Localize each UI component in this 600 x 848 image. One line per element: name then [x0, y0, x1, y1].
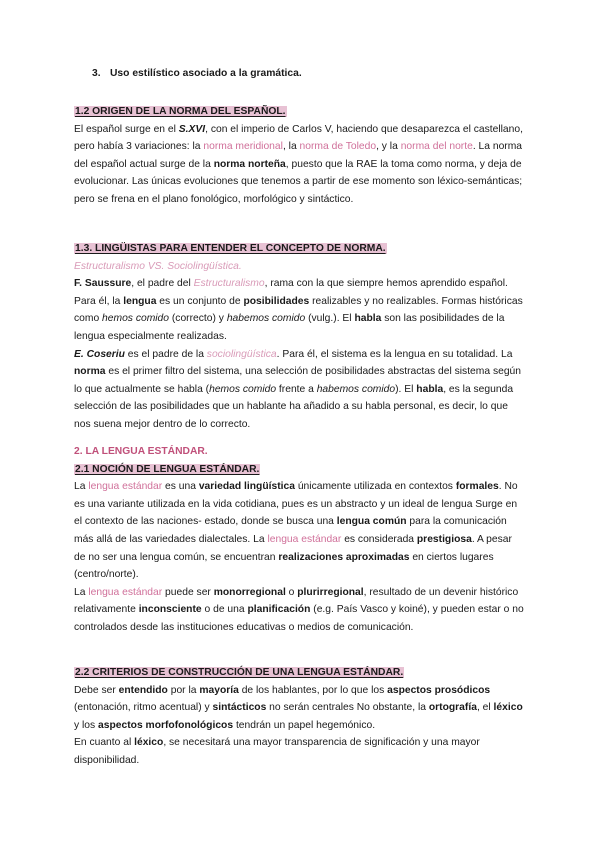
paragraph-origen: El español surge en el S.XVI, con el imperio de Carlos V, haciendo que desaparezca el castellano, pero había 3 variaciones: la norma meridional, la norma de Toledo, y la norma del norte. La norma del español actual surge de la norma norteña, puesto que la RAE la toma como norma, y deja de evolucionar. Las únicas evoluciones que tenemos a partir de ese momento son léxico-semánticas; pero se frena en el plano fonológico, morfológico y sintáctico. [74, 123, 523, 205]
list-text: Uso estilístico asociado a la gramática. [110, 68, 302, 79]
list-item-3 [92, 68, 302, 79]
heading-2-2: 2.2 CRITERIOS DE CONSTRUCCIÓN DE UNA LENGUA ESTÁNDAR. [75, 667, 404, 678]
paragraph-monorregional: La lengua estándar puede ser monorregional o plurirregional, resultado de un devenir histórico relativamente inconsciente o de una planificación (e.g. País Vasco y koiné), y pueden estar o no controlados desde las instituciones educativas o medios de comunicación. [74, 586, 524, 633]
section-2-2 [74, 664, 526, 770]
heading-1-2: 1.2 ORIGEN DE LA NORMA DEL ESPAÑOL. [75, 106, 286, 117]
section-1-2 [74, 103, 526, 209]
paragraph-nocion: La lengua estándar es una variedad lingüística únicamente utilizada en contextos formales. No es una variante utilizada en la vida cotidiana, pues es un abstracto y un ideal de lengua Surge en el contexto de las naciones- estado, donde se busca una lengua común para la comunicación más allá de las variedades dialectales. La lengua estándar es considerada prestigiosa. A pesar de no ser una lengua común, se encuentran realizaciones aproximadas en ciertos lugares (centro/norte). [74, 481, 518, 581]
paragraph-criterios: Debe ser entendido por la mayoría de los hablantes, por lo que los aspectos prosódicos (entonación, ritmo acentual) y sintácticos no serán centrales No obstante, la ortografía, el léxico y los aspectos morfofonológicos tendrán un papel hegemónico. [74, 684, 523, 731]
subheading-estructuralismo: Estructuralismo VS. Sociolingüística. [74, 260, 242, 272]
heading-2: 2. LA LENGUA ESTÁNDAR. [74, 446, 208, 457]
section-2 [74, 443, 526, 637]
list-number: 3. [92, 68, 101, 79]
section-1-3 [74, 240, 526, 434]
paragraph-saussure: F. Saussure, el padre del Estructuralismo, rama con la que siempre hemos aprendido español. Para él, la lengua es un conjunto de posibilidades realizables y no realizables. Formas históricas como hemos comido (correcto) y habemos comido (vulg.). El habla son las posibilidades de la lengua especialmente realizadas. [74, 278, 523, 342]
heading-2-1: 2.1 NOCIÓN DE LENGUA ESTÁNDAR. [75, 463, 260, 475]
paragraph-lexico: En cuanto al léxico, se necesitará una mayor transparencia de significación y una mayor disponibilidad. [74, 737, 480, 766]
paragraph-coseriu: E. Coseriu es el padre de la sociolingüística. Para él, el sistema es la lengua en su totalidad. La norma es el primer filtro del sistema, una selección de posibilidades abstractas del sistema según lo que actualmente se habla (hemos comido frente a habemos comido). El habla, es la segunda selección de las posibilidades que un hablante ha añadido a su habla personal, es decir, lo que nos suena mejor dentro de lo correcto. [74, 348, 522, 430]
heading-1-3: 1.3. LINGÜISTAS PARA ENTENDER EL CONCEPTO DE NORMA. [75, 243, 386, 254]
